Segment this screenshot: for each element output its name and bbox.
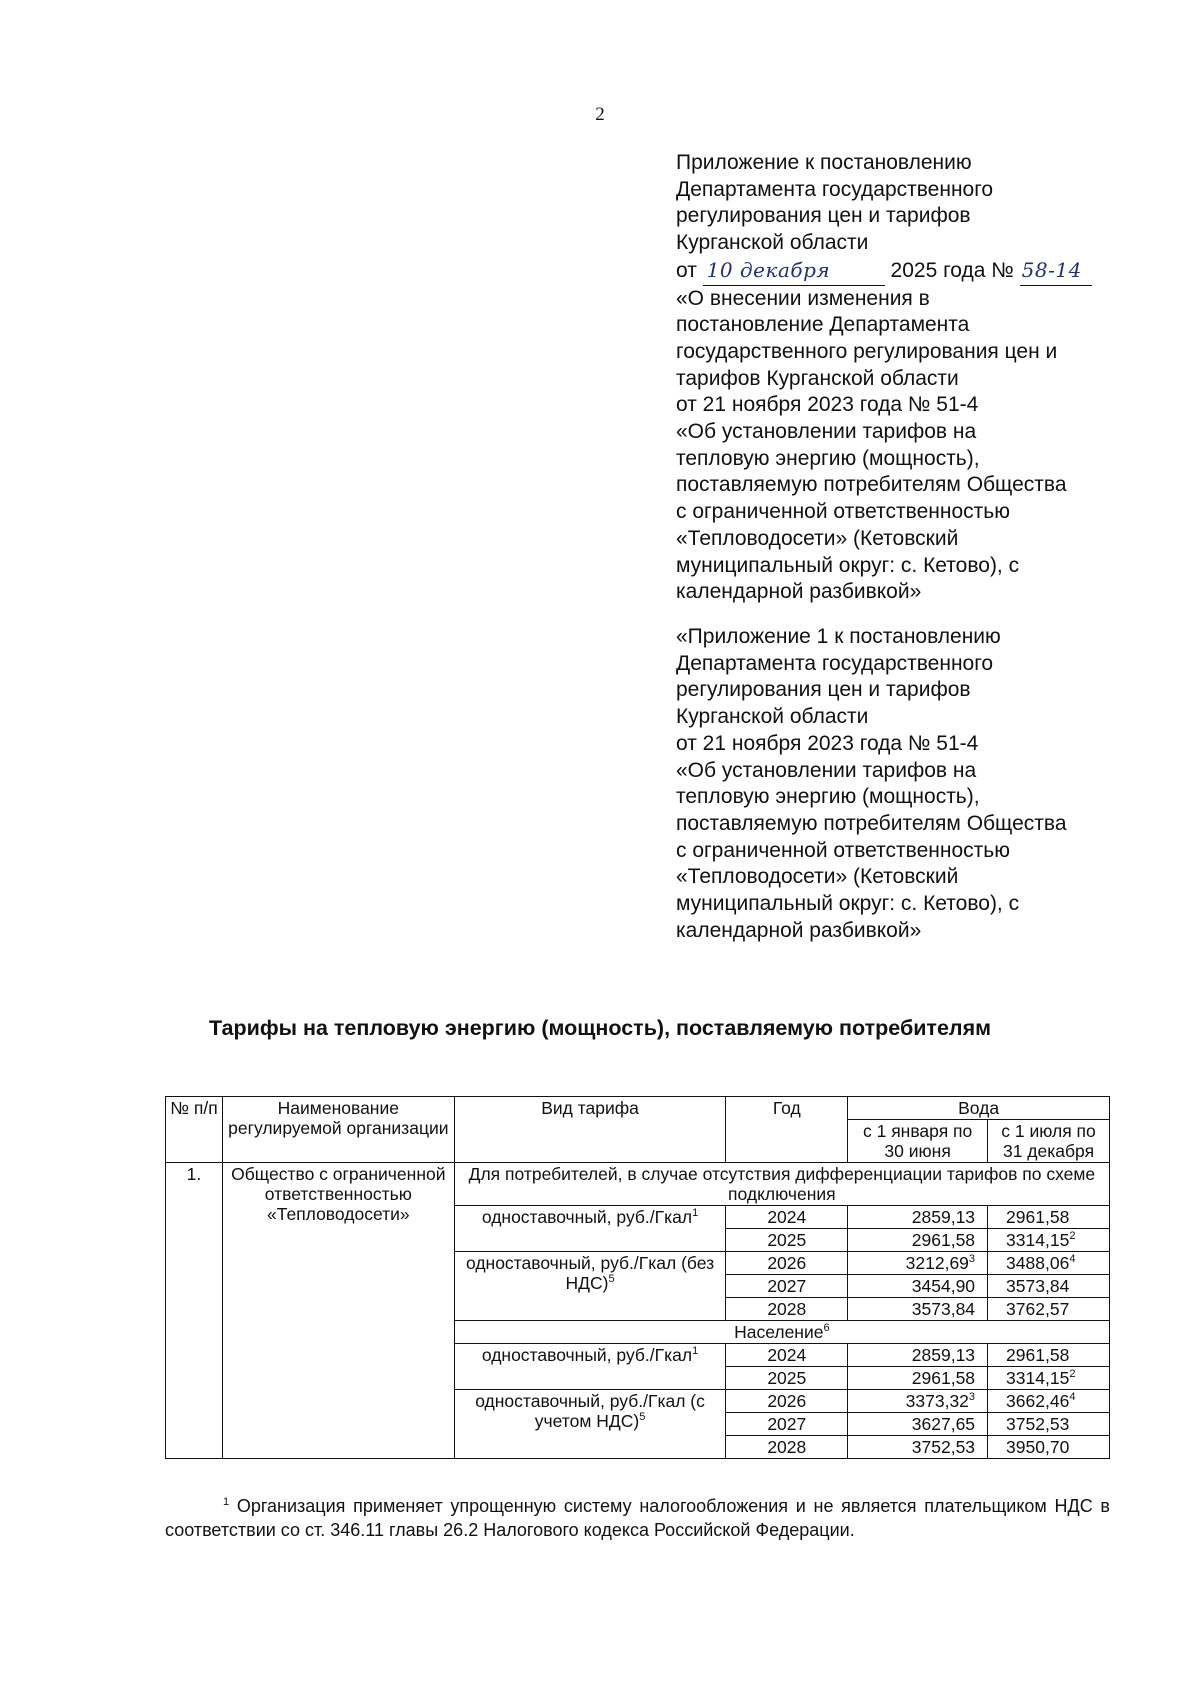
- appendix-line: календарной разбивкой»: [676, 918, 922, 942]
- value: 3627,65: [911, 1414, 976, 1434]
- appendix-date-line: [676, 257, 1156, 286]
- appendix-line: «Об установлении тарифов на: [676, 420, 977, 444]
- tariff-table: [165, 1096, 1110, 1459]
- value-cell-h2: [988, 1298, 1110, 1321]
- value: 3762,57: [1006, 1299, 1070, 1319]
- footnote-ref: 5: [608, 1273, 615, 1286]
- header-period-2: с 1 июля по 31 декабря: [988, 1120, 1110, 1163]
- date-prefix: от: [676, 258, 697, 282]
- value: 3488,06: [1006, 1253, 1070, 1273]
- page-number: 2: [595, 104, 605, 125]
- year-cell: 2024: [726, 1206, 848, 1229]
- appendix-line: «Тепловодосети» (Кетовский: [676, 865, 959, 889]
- section-label: Население: [734, 1322, 824, 1342]
- tariff-type-single-rate: [454, 1344, 726, 1390]
- appendix-quoted: [676, 624, 1156, 944]
- footnote-mark: 1: [223, 1496, 230, 1508]
- appendix-line: государственного регулирования цен и: [676, 339, 1058, 363]
- value-cell-h2: [988, 1413, 1110, 1436]
- appendix-line: календарной разбивкой»: [676, 580, 922, 604]
- footnote-ref: 4: [1069, 1253, 1076, 1266]
- section-population: [454, 1321, 1109, 1344]
- year-cell: 2025: [726, 1367, 848, 1390]
- value: 3752,53: [1006, 1414, 1070, 1434]
- value: 2859,13: [911, 1207, 976, 1227]
- appendix-line: Департамента государственного: [676, 651, 994, 675]
- date-suffix: 2025 года №: [890, 258, 1014, 282]
- value-cell-h2: [988, 1367, 1110, 1390]
- year-cell: 2026: [726, 1390, 848, 1413]
- appendix-line: регулирования цен и тарифов: [676, 204, 971, 228]
- tariff-type-label: одноставочный, руб./Гкал: [481, 1207, 693, 1227]
- value-cell-h1: [848, 1436, 988, 1459]
- appendix-line: муниципальный округ: с. Кетово), с: [676, 553, 1020, 577]
- footnote-ref: 2: [1069, 1230, 1076, 1243]
- handwritten-date: [703, 257, 885, 286]
- year-cell: 2027: [726, 1413, 848, 1436]
- appendix-line: «О внесении изменения в: [676, 286, 930, 310]
- table-header-row: [166, 1097, 1110, 1120]
- value: 3314,15: [1006, 1230, 1070, 1250]
- appendix-line: тепловую энергию (мощность),: [676, 785, 980, 809]
- tariff-type-label: одноставочный, руб./Гкал (с учетом НДС): [475, 1391, 705, 1431]
- header-tariff-type: Вид тарифа: [454, 1097, 726, 1163]
- footnote-text: Организация применяет упрощенную систему налогообложения и не является плательщиком НДС в соответствии со ст. 346.11 главы 26.2 Налогового кодекса Российской Федерации.: [165, 1496, 1110, 1540]
- value: 3373,32: [905, 1391, 969, 1411]
- section-others: Для потребителей, в случае отсутствия дифференциации тарифов по схеме подключения: [454, 1163, 1109, 1206]
- value: 3752,53: [911, 1437, 976, 1457]
- value: 3314,15: [1006, 1368, 1070, 1388]
- footnote-ref: 6: [823, 1322, 830, 1335]
- value-cell-h1: [848, 1275, 988, 1298]
- footnote-ref: 3: [968, 1253, 976, 1266]
- header-period-1: с 1 января по 30 июня: [848, 1120, 988, 1163]
- value-cell-h2: [988, 1275, 1110, 1298]
- footnote-text-wrap: [165, 1494, 1110, 1542]
- appendix-line: Департамента государственного: [676, 177, 994, 201]
- appendix-line: с ограниченной ответственностью: [676, 838, 1010, 862]
- appendix-line: тепловую энергию (мощность),: [676, 446, 980, 470]
- appendix-line: «Приложение 1 к постановлению: [676, 625, 1001, 648]
- value-cell-h1: [848, 1367, 988, 1390]
- year-cell: 2026: [726, 1252, 848, 1275]
- appendix-line: регулирования цен и тарифов: [676, 678, 971, 702]
- tariff-type-label: одноставочный, руб./Гкал (без НДС): [465, 1253, 715, 1293]
- handwritten-number: [1020, 257, 1092, 286]
- tariff-type-label: одноставочный, руб./Гкал: [481, 1345, 693, 1365]
- document-title: Тарифы на тепловую энергию (мощность), поставляемую потребителям: [208, 1016, 992, 1040]
- handwritten-number-text: 58-14: [1021, 257, 1082, 282]
- tariff-type-single-rate: [454, 1206, 726, 1252]
- value: 2961,58: [1006, 1207, 1070, 1227]
- value-cell-h1: [848, 1413, 988, 1436]
- value: 3573,84: [1006, 1276, 1070, 1296]
- footnote-ref: 5: [639, 1411, 646, 1424]
- tariff-type-with-vat: [454, 1390, 726, 1459]
- header-organization: Наименование регулируемой организации: [222, 1097, 454, 1163]
- value: 3662,46: [1006, 1391, 1070, 1411]
- footnote-ref: 1: [692, 1207, 699, 1220]
- appendix-line: с ограниченной ответственностью: [676, 500, 1010, 524]
- value: 2961,58: [911, 1230, 976, 1250]
- header-num: № п/п: [166, 1097, 223, 1163]
- row-number: 1.: [166, 1163, 223, 1459]
- footnote-ref: 3: [968, 1391, 976, 1404]
- value-cell-h1: [848, 1229, 988, 1252]
- appendix-line: постановление Департамента: [676, 313, 970, 337]
- value-cell-h1: [848, 1252, 988, 1275]
- appendix-line: тарифов Курганской области: [676, 366, 959, 390]
- appendix-line: «Об установлении тарифов на: [676, 758, 977, 782]
- footnote-ref: 2: [1069, 1368, 1076, 1381]
- value: 3573,84: [911, 1299, 976, 1319]
- appendix-line: Курганской области: [676, 231, 869, 255]
- year-cell: 2028: [726, 1436, 848, 1459]
- handwritten-date-text: 10 декабря: [706, 257, 831, 282]
- value-cell-h1: [848, 1206, 988, 1229]
- footnote-ref: 4: [1069, 1391, 1076, 1404]
- year-cell: 2024: [726, 1344, 848, 1367]
- footnote-ref: 1: [692, 1345, 699, 1358]
- value: 3454,90: [911, 1276, 976, 1296]
- value-cell-h1: [848, 1298, 988, 1321]
- header-water: Вода: [848, 1097, 1110, 1120]
- appendix-line: поставляемую потребителям Общества: [676, 473, 1067, 497]
- appendix-line: муниципальный округ: с. Кетово), с: [676, 892, 1020, 916]
- footnote: [165, 1494, 1110, 1542]
- value-cell-h2: [988, 1229, 1110, 1252]
- header-year: Год: [726, 1097, 848, 1163]
- appendix-line: поставляемую потребителям Общества: [676, 811, 1067, 835]
- appendix-line: Курганской области: [676, 705, 869, 729]
- value-cell-h2: [988, 1344, 1110, 1367]
- organization-name: Общество с ограниченной ответственностью «Тепловодосети»: [222, 1163, 454, 1459]
- value-cell-h2: [988, 1206, 1110, 1229]
- appendix-reference: [676, 150, 1156, 606]
- year-cell: 2025: [726, 1229, 848, 1252]
- value: 3950,70: [1006, 1437, 1070, 1457]
- appendix-line: «Тепловодосети» (Кетовский: [676, 526, 959, 550]
- value-cell-h2: [988, 1436, 1110, 1459]
- tariff-type-without-vat: [454, 1252, 726, 1321]
- table-row: [166, 1163, 1110, 1206]
- value-cell-h1: [848, 1344, 988, 1367]
- value-cell-h1: [848, 1390, 988, 1413]
- appendix-line: от 21 ноября 2023 года № 51-4: [676, 731, 979, 755]
- year-cell: 2027: [726, 1275, 848, 1298]
- appendix-line: от 21 ноября 2023 года № 51-4: [676, 393, 979, 417]
- value-cell-h2: [988, 1390, 1110, 1413]
- value: 2961,58: [1006, 1345, 1070, 1365]
- value: 2859,13: [911, 1345, 976, 1365]
- value: 3212,69: [905, 1253, 969, 1273]
- value-cell-h2: [988, 1252, 1110, 1275]
- value: 2961,58: [911, 1368, 976, 1388]
- year-cell: 2028: [726, 1298, 848, 1321]
- appendix-line: Приложение к постановлению: [676, 151, 972, 174]
